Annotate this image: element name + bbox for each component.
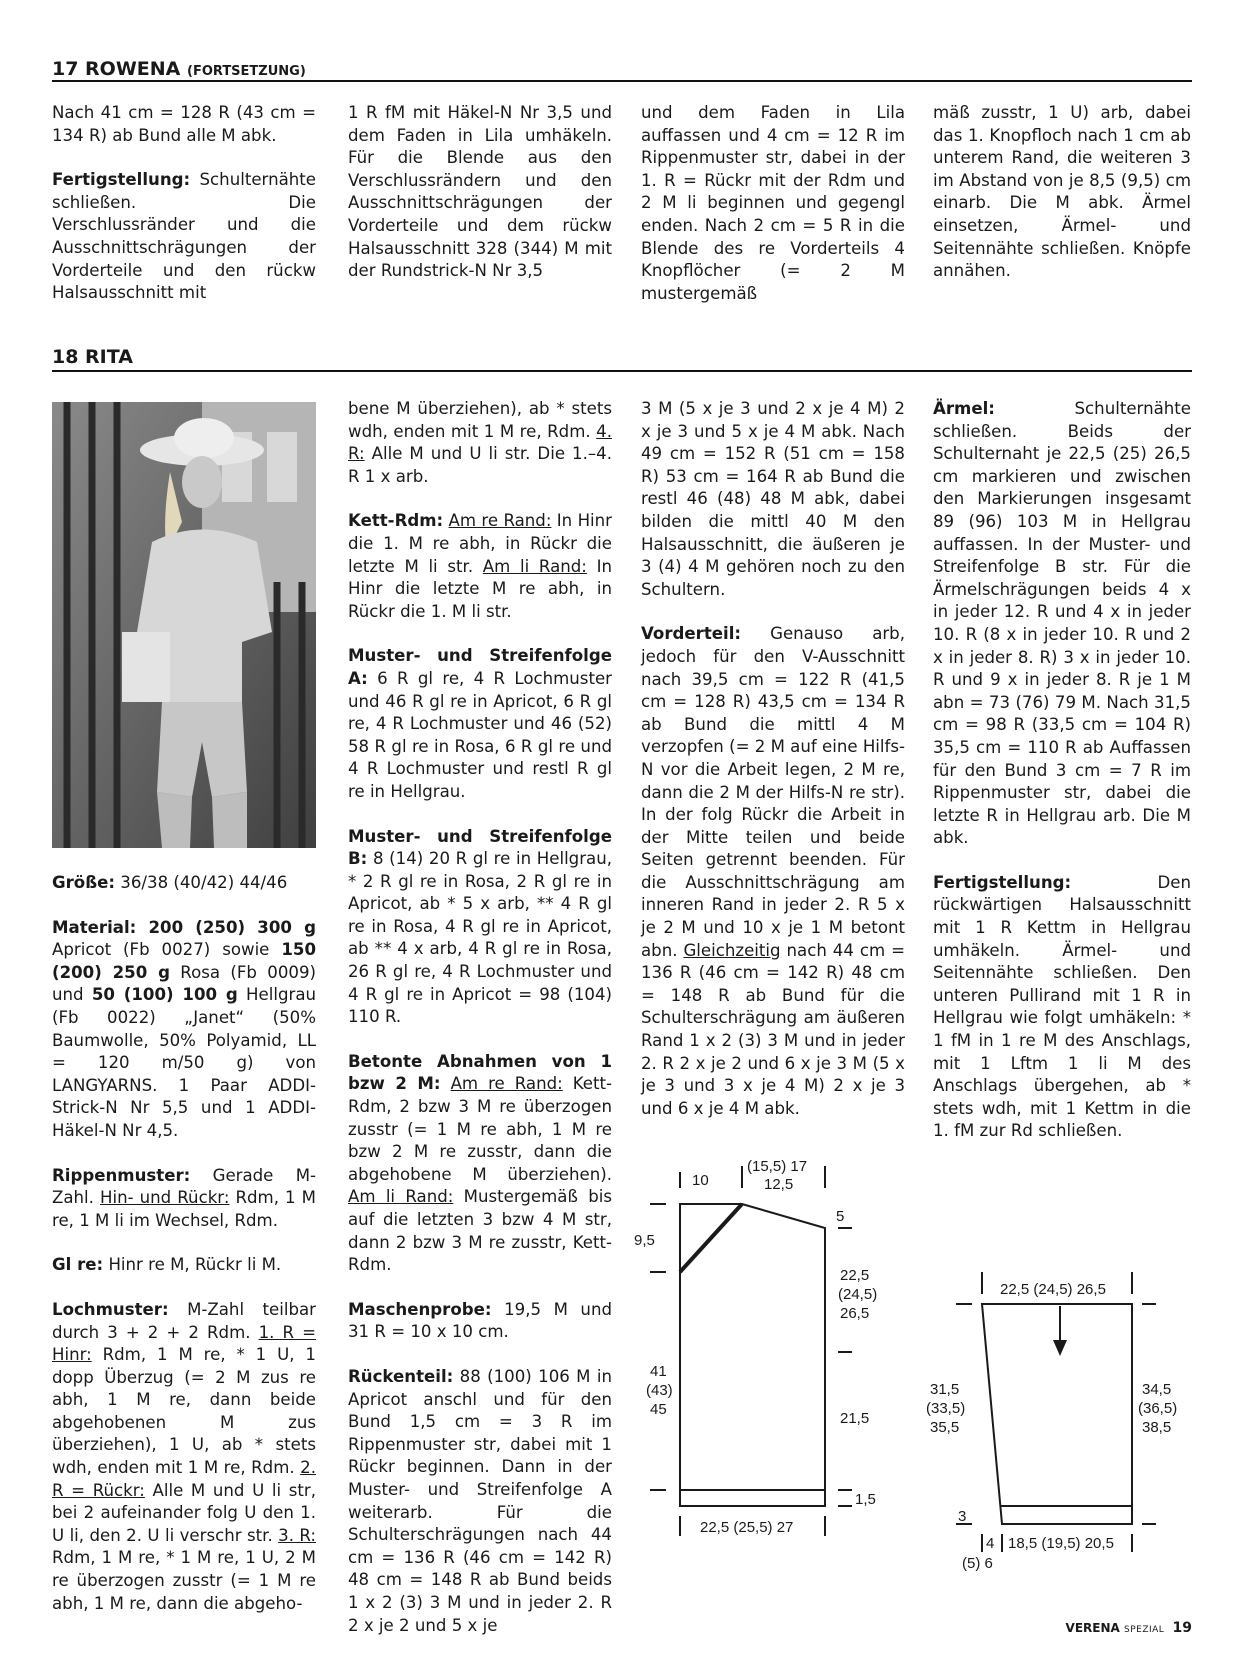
label: Lochmuster: bbox=[52, 1299, 169, 1319]
text: Gerade M-Zahl. bbox=[52, 1165, 316, 1208]
text: Kett-Rdm, 2 bzw 3 M re überzogen zusstr (= 1 M re abh, 1 M re bzw 2 M re zusstr, dann die abgehobene M überziehen). bbox=[348, 1074, 612, 1184]
label: Fertigstellung: bbox=[933, 872, 1072, 892]
sleeve-schematic bbox=[910, 1262, 1200, 1582]
label: Muster- und Streifenfolge B: bbox=[348, 826, 612, 869]
eyelet-continued bbox=[348, 398, 612, 488]
label-length-1: 41 bbox=[650, 1363, 667, 1380]
text: nach 44 cm = 136 R (46 cm = 142 R) 48 cm = 148 R ab Bund für die Schulterschrägung am äußeren Rand 1 x 2 (3) 3 M und in jeder 2. R 2 x je 2 und 6 x je 3 M (5 x je 3 und 3 x je 4 M) 2 x je 3 und 6 x je 4 M abk. bbox=[641, 940, 905, 1118]
label: Gl re: bbox=[52, 1255, 104, 1275]
label: Rippenmuster: bbox=[52, 1165, 191, 1185]
label-sleeve-offset-2: (5) 6 bbox=[962, 1555, 993, 1572]
label: Vorderteil: bbox=[641, 624, 742, 644]
s18-col2 bbox=[348, 398, 612, 1659]
back-continued: 3 M (5 x je 3 und 2 x je 4 M) 2 x je 3 und 5 x je 4 M abk. Nach 49 cm = 152 R (51 cm = 158 R) 53 cm = 164 R ab Bund die restl 46 (48) 48 M abk, dabei bilden die mittl 40 M den Halsausschnitt, die äußeren je 3 (4) 4 M gehören noch zu den Schultern. bbox=[641, 399, 905, 599]
text: 6 R gl re, 4 R Lochmuster und 46 R gl re in Apricot, 6 R gl re, 4 R Lochmuster und 46 (52) 58 R gl re in Rosa, 6 R gl re und 4 R Lochmuster und restl R gl re in Hellgrau. bbox=[348, 668, 612, 801]
label-sleeve-right-3: 38,5 bbox=[1142, 1419, 1172, 1436]
chain-edge-paragraph bbox=[348, 510, 612, 623]
s17-paragraph: und dem Faden in Lila auffassen und 4 cm = 12 R im Rippenmuster str, dabei in der 1. R = Rückr mit der Rdm und 2 M li beginnen und gegengl enden. Nach 2 cm = 5 R in die Blende des re Vorderteils 4 Knopflöcher (= 2 M mustergemäß bbox=[641, 103, 905, 303]
brand-name: VERENA bbox=[1065, 1621, 1120, 1635]
s17-col2 bbox=[348, 102, 612, 305]
text: Alle M und U li str. Die 1.–4. R 1 x arb. bbox=[348, 444, 612, 486]
label-sleeve-left-3: 35,5 bbox=[930, 1419, 960, 1436]
size-paragraph bbox=[52, 872, 316, 895]
label-neck-2: 12,5 bbox=[764, 1176, 794, 1193]
label-armhole-2: (24,5) bbox=[838, 1286, 878, 1303]
amount: 150 (200) 250 g bbox=[52, 940, 316, 982]
s17-col3 bbox=[641, 102, 905, 327]
s17-paragraph: mäß zusstr, 1 U) arb, dabei das 1. Knopfloch nach 1 cm ab unterem Rand, die weiteren 3 im Abstand von je 8,5 (9,5) cm einarb. Die M abk. Ärmel einsetzen, Ärmel- und Seitennähte schließen. Knöpfe annähen. bbox=[933, 103, 1191, 281]
underlined: Hin- und Rückr: bbox=[100, 1188, 230, 1208]
label-neck-1: (15,5) 17 bbox=[747, 1158, 808, 1175]
text: Genauso arb, jedoch für den V-Ausschnitt nach 39,5 cm = 122 R (41,5 cm = 128 R) 43,5 cm = 134 R ab Bund die mittl 4 M verzopfen (= 2 M auf eine Hilfs-N vor die Arbeit legen, 2 M re, dann die 2 M der Hilfs-N re str). In der folg Rückr die Arbeit in der Mitte teilen und beide Seiten getrennt beenden. Für die Ausschnittschrägung am inneren Rand in jeder 2. R 5 x je 2 M und 10 x je 1 M betont abn. bbox=[641, 624, 905, 960]
text: In Hinr die 1. M re abh, in Rückr die letzte M li str. bbox=[348, 511, 612, 576]
neckline bbox=[680, 1204, 742, 1272]
s17-col4 bbox=[933, 102, 1191, 305]
underlined: Gleichzeitig bbox=[683, 940, 781, 960]
label-sleeve-left-2: (33,5) bbox=[926, 1400, 966, 1417]
underlined: 1. R = Hinr: bbox=[52, 1322, 316, 1365]
label-length-3: 45 bbox=[650, 1401, 667, 1418]
label-armhole-3: 26,5 bbox=[840, 1305, 870, 1322]
label-bottom-width: 22,5 (25,5) 27 bbox=[700, 1519, 794, 1536]
label: Größe: bbox=[52, 873, 116, 892]
s17-paragraph: 1 R fM mit Häkel-N Nr 3,5 und dem Faden in Lila umhäkeln. Für die Blende aus den Verschlussrändern und den Ausschnittschrägungen der Vorderteile und dem rückw Halsausschnitt 328 (344) M mit der Rundstrick-N Nr 3,5 bbox=[348, 103, 612, 281]
decrease-paragraph bbox=[348, 1051, 612, 1277]
model-photo-illustration bbox=[52, 402, 316, 848]
label: Material: bbox=[52, 917, 137, 937]
rib-pattern-paragraph bbox=[52, 1165, 316, 1233]
label-armhole-1: 22,5 bbox=[840, 1267, 870, 1284]
label-shoulder-slope: 5 bbox=[836, 1208, 845, 1225]
label: Ärmel: bbox=[933, 399, 995, 418]
text: Apricot (Fb 0027) sowie bbox=[52, 940, 282, 960]
stripe-sequence-a bbox=[348, 645, 612, 803]
text: Rdm, 1 M re, * 1 U, 1 dopp Überzug (= 2 M zus re abh, 1 M re, dann beide abgehobenen M zus überziehen), 1 U, ab * stets wdh, enden mit 1 M re, Rdm. bbox=[52, 1345, 316, 1478]
underlined: 4. R: bbox=[348, 421, 612, 464]
label-top-width: 10 bbox=[692, 1172, 709, 1189]
label-sleeve-rib: 3 bbox=[958, 1508, 967, 1525]
label: Fertigstellung: bbox=[52, 170, 191, 190]
label-sleeve-top: 22,5 (24,5) 26,5 bbox=[1000, 1281, 1106, 1298]
front-paragraph bbox=[641, 623, 905, 1120]
label: Betonte Abnahmen von 1 bzw 2 M: bbox=[348, 1051, 612, 1094]
model-photo bbox=[52, 402, 316, 848]
section-17-rule bbox=[52, 80, 1192, 82]
text: bene M überziehen), ab * stets wdh, enden mit 1 M re, Rdm. bbox=[348, 399, 612, 441]
text: Rosa (Fb 0009) und bbox=[52, 962, 316, 1005]
sleeve-paragraph bbox=[933, 398, 1191, 850]
brand-suffix: SPEZIAL bbox=[1124, 1625, 1165, 1635]
label-sleeve-right-2: (36,5) bbox=[1138, 1400, 1178, 1417]
arrow-down-icon bbox=[1053, 1340, 1067, 1356]
s18-col3 bbox=[641, 398, 905, 1142]
s17-paragraph: Nach 41 cm = 128 R (43 cm = 134 R) ab Bund alle M abk. bbox=[52, 103, 316, 145]
amount: 200 (250) 300 g bbox=[136, 917, 316, 937]
s17-col1 bbox=[52, 102, 316, 327]
text: In Hinr die letzte M re abh, in Rückr die 1. M li str. bbox=[348, 556, 613, 621]
text: Schulternähte schließen. Beids der Schulternaht je 22,5 (25) 26,5 cm markieren und zwischen den Markierungen insgesamt 89 (96) 103 M in Hellgrau auffassen. In der Muster- und Streifenfolge B str. Für die Ärmelschrägungen beids 4 x in jeder 12. R und 4 x in jeder 10. R (8 x in jeder 10. R und 2 x in jeder 8. R) 3 x in jeder 10. R und 9 x in jeder 8. R je 1 M abn = 73 (76) 79 M. Nach 31,5 cm = 98 R (33,5 cm = 104 R) 35,5 cm = 110 R ab Auffassen für den Bund 3 cm = 7 R im Rippenmuster str, dabei die letzte R in Hellgrau arb. Die M abk. bbox=[933, 399, 1191, 848]
label: Muster- und Streifenfolge A: bbox=[348, 646, 612, 688]
body-schematic bbox=[630, 1148, 910, 1578]
label: Maschenprobe: bbox=[348, 1299, 492, 1319]
text: 8 (14) 20 R gl re in Hellgrau, * 2 R gl re in Rosa, 2 R gl re in Apricot, ab * 5 x arb, ** 4 R gl re in Rosa, 4 R gl re in Apricot, ab ** 4 x arb, 4 R gl re in Rosa, 26 R gl re, 4 R Lochmuster und 4 R gl re in Apricot = 98 (104) 110 R. bbox=[348, 849, 612, 1027]
text: 88 (100) 106 M in Apricot anschl und für den Bund 1,5 cm = 3 R im Rippenmuster str, dabei mit 1 Rückr beginnen. Dann in der Muster- und Streifenfolge A weiterarb. Für die Schulterschrägungen nach 44 cm = 136 R (46 cm = 142 R) 48 cm = 148 R ab Bund beids 1 x 2 (3) 3 M und in jeder 2. R 2 x je 2 und 5 x je bbox=[348, 1366, 612, 1635]
label-rib: 1,5 bbox=[855, 1491, 876, 1508]
text: Alle M und U li str, bei 2 aufeinander folg U den 1. U li, den 2. U li verschr str. bbox=[52, 1480, 316, 1545]
label-sleeve-offset: 4 bbox=[986, 1535, 995, 1552]
text: Hinr re M, Rückr li M. bbox=[103, 1255, 282, 1275]
s18-col4 bbox=[933, 398, 1191, 1165]
finishing-paragraph bbox=[933, 872, 1191, 1143]
text: Schulternähte schließen. Die Verschlussränder und die Ausschnittschrägungen der Vorderteile und den rückw Halsausschnitt mit bbox=[52, 170, 316, 303]
label: Rückenteil: bbox=[348, 1366, 454, 1386]
amount: 50 (100) 100 g bbox=[91, 985, 238, 1005]
label: Kett-Rdm: bbox=[348, 511, 444, 531]
text: 36/38 (40/42) 44/46 bbox=[115, 873, 288, 892]
label-sleeve-left-1: 31,5 bbox=[930, 1381, 960, 1398]
s18-col1 bbox=[52, 872, 316, 1637]
material-paragraph bbox=[52, 917, 316, 1143]
text: Rdm, 1 M re, * 1 M re, 1 U, 2 M re überzogen zusstr (= 1 M re abh, 1 M re, dann die abgeho- bbox=[52, 1548, 316, 1613]
text: Rdm, 1 M re, 1 M li im Wechsel, Rdm. bbox=[52, 1188, 316, 1230]
section-17-name: 17 ROWENA bbox=[52, 58, 181, 80]
page-number: 19 bbox=[1172, 1620, 1192, 1636]
sleeve-outline bbox=[982, 1304, 1132, 1524]
label-side-length: 21,5 bbox=[840, 1410, 870, 1427]
gauge-paragraph bbox=[348, 1299, 612, 1344]
text: Mustergemäß bis auf die letzten 3 bzw 4 M str, dann 2 bzw 3 M re zusstr, Kett-Rdm. bbox=[348, 1187, 613, 1275]
label-sleeve-right-1: 34,5 bbox=[1142, 1381, 1172, 1398]
section-17-title bbox=[52, 58, 1192, 80]
page-footer bbox=[1066, 1620, 1192, 1636]
text: 19,5 M und 31 R = 10 x 10 cm. bbox=[348, 1299, 612, 1342]
eyelet-pattern-paragraph bbox=[52, 1299, 316, 1615]
s17-finishing bbox=[52, 169, 316, 305]
section-18-rule bbox=[52, 370, 1192, 372]
stripe-sequence-b bbox=[348, 826, 612, 1029]
text: Hellgrau (Fb 0022) „Janet“ (50% Baumwolle, 50% Polyamid, LL = 120 m/50 g) von LANGYARNS. 1 Paar ADDI-Strick-N Nr 5,5 und 1 ADDI-Häkel-N Nr 4,5. bbox=[52, 985, 317, 1140]
underlined: Am re Rand: bbox=[450, 1074, 563, 1094]
text: M-Zahl teilbar durch 3 + 2 + 2 Rdm. bbox=[52, 1299, 316, 1342]
label-neck-depth: 9,5 bbox=[634, 1232, 655, 1249]
underlined: 3. R: bbox=[278, 1525, 317, 1545]
underlined: 2. R = Rückr: bbox=[52, 1458, 316, 1500]
section-17-subtitle: (FORTSETZUNG) bbox=[187, 64, 306, 79]
label-sleeve-bottom: 18,5 (19,5) 20,5 bbox=[1008, 1535, 1114, 1552]
label-length-2: (43) bbox=[646, 1382, 673, 1399]
underlined: Am li Rand: bbox=[348, 1187, 454, 1207]
back-paragraph bbox=[348, 1366, 612, 1637]
underlined: Am re Rand: bbox=[448, 511, 552, 531]
stockinette-paragraph bbox=[52, 1254, 316, 1277]
underlined: Am li Rand: bbox=[482, 556, 587, 576]
text: Den rückwärtigen Halsausschnitt mit 1 R Kettm in Hellgrau umhäkeln. Ärmel- und Seitennähte schließen. Den unteren Pullirand mit 1 R in Hellgrau wie folgt umhäkeln: * 1 fM in 1 re M des Anschlags, mit 1 Lftm 1 li M des Anschlags übergehen, ab * stets wdh, mit 1 Kettm in die 1. fM zur Rd schließen. bbox=[933, 872, 1191, 1141]
section-18-title: 18 RITA bbox=[52, 346, 133, 368]
